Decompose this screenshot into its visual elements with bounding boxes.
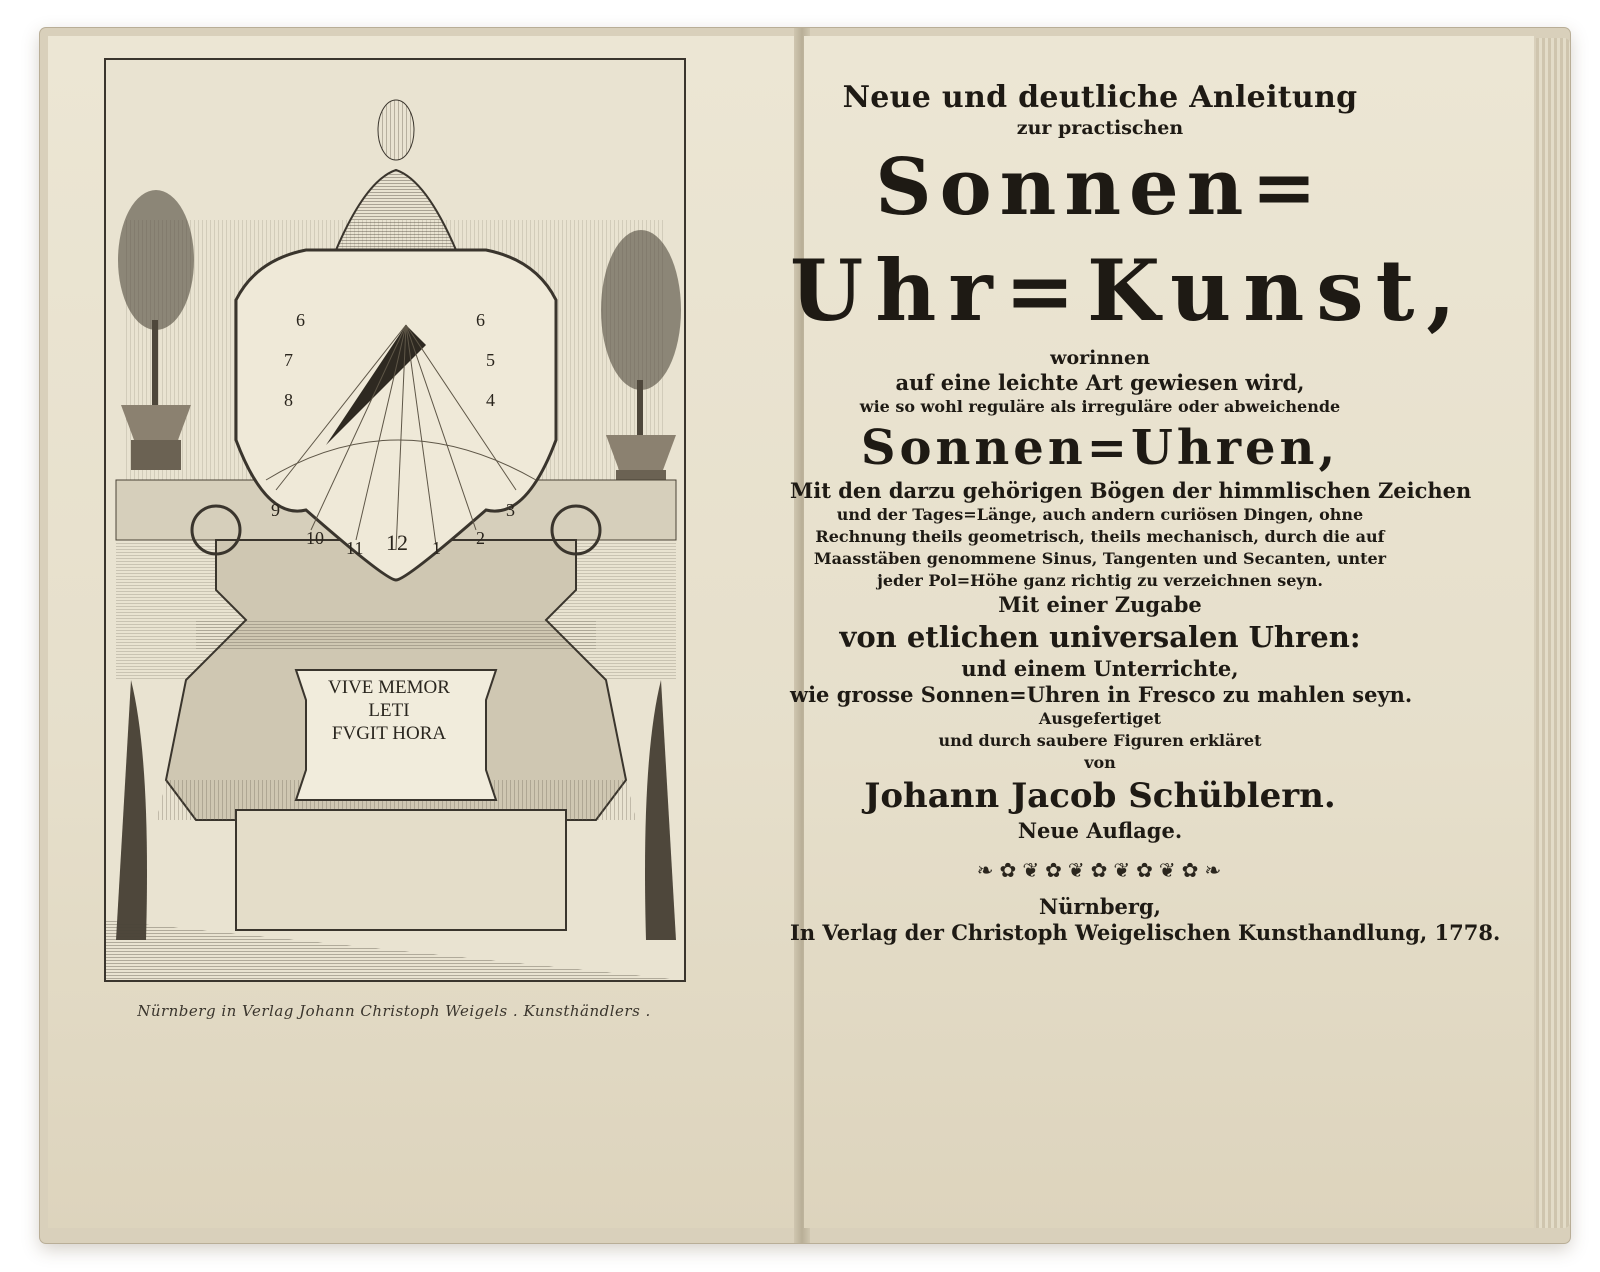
figuren-line: und durch saubere Figuren erkläret: [938, 731, 1262, 750]
title-page-text: [790, 80, 1501, 946]
title-main-2: Uhr=Kunst,: [790, 241, 1468, 340]
ausgefertiget-line: Ausgefertiget: [1038, 709, 1162, 728]
dial-numeral: 8: [284, 390, 293, 410]
dial-numeral: 4: [486, 390, 495, 410]
dial-numeral: 3: [506, 500, 515, 520]
desc-line-3: Rechnung theils geometrisch, theils mechanisch, durch die auf: [815, 527, 1385, 546]
dial-numeral: 7: [284, 350, 293, 370]
ornament-icon: ✿: [1181, 858, 1201, 882]
publisher-caption: Nürnberg in Verlag Johann Christoph Weigels . Kunsthändlers .: [137, 1002, 651, 1020]
zugabe-line: Mit einer Zugabe: [998, 592, 1202, 617]
place-line: Nürnberg,: [1039, 894, 1161, 919]
author-name: Johann Jacob Schüblern.: [864, 776, 1336, 816]
fresco-line: wie grosse Sonnen=Uhren in Fresco zu mahlen seyn.: [790, 682, 1413, 707]
desc-line-2: und der Tages=Länge, auch andern curiösen Dingen, ohne: [836, 505, 1364, 524]
plaque-line: FVGIT HORA: [331, 723, 447, 744]
title-sub: zur practischen: [1016, 117, 1184, 139]
dial-numeral: 10: [306, 528, 324, 548]
dial-numeral: 1: [432, 538, 441, 558]
engraving-plate: [104, 58, 686, 982]
dial-numeral: 6: [476, 310, 485, 330]
ornament-icon: ✿: [999, 858, 1019, 882]
dial-numeral: 12: [386, 530, 408, 555]
desc-line-4: Maasstäben genommene Sinus, Tangenten und Secanten, unter: [813, 549, 1387, 568]
ornament-icon: ❦: [1158, 858, 1178, 882]
desc-line-1: Mit den darzu gehörigen Bögen der himmlischen Zeichen: [790, 478, 1472, 503]
plaque-line: VIVE MEMOR: [328, 677, 450, 698]
von-line: von: [1084, 753, 1116, 772]
title-line-1: auf eine leichte Art gewiesen wird,: [895, 370, 1305, 395]
memento-mori-plaque: [300, 676, 478, 776]
title-line-2: wie so wohl reguläre als irreguläre oder abweichende: [859, 397, 1341, 416]
sonnenuhren-heading: Sonnen=Uhren,: [860, 420, 1340, 476]
dial-numeral: 11: [346, 538, 364, 558]
dial-numeral: 5: [486, 350, 495, 370]
ornament-icon: ❦: [1022, 858, 1042, 882]
ornament-icon: ✿: [1136, 858, 1155, 882]
imprint-line: In Verlag der Christoph Weigelischen Kunsthandlung, 1778.: [790, 920, 1501, 945]
ornament-icon: ❦: [1067, 858, 1087, 882]
dial-numerals: [106, 60, 684, 980]
page-edges: [1536, 38, 1570, 1228]
ornament-icon: ❦: [1113, 858, 1133, 882]
plaque-line: LETI: [368, 700, 410, 721]
ornament-icon: ❧: [1204, 858, 1224, 882]
ornament-icon: ❧: [976, 858, 996, 882]
title-main-1: Sonnen=: [875, 142, 1325, 233]
ornament-icon: ✿: [1045, 858, 1064, 882]
unterricht-line: und einem Unterrichte,: [961, 656, 1239, 681]
edition-line: Neue Auflage.: [1017, 818, 1183, 843]
desc-line-5: jeder Pol=Höhe ganz richtig zu verzeichnen seyn.: [877, 571, 1323, 590]
ornament-divider: [790, 858, 1410, 882]
dial-numeral: 6: [296, 310, 305, 330]
universal-line: von etlichen universalen Uhren:: [839, 620, 1361, 654]
worinnen-line: worinnen: [1050, 347, 1150, 369]
title-heading: Neue und deutliche Anleitung: [842, 80, 1358, 115]
dial-numeral: 2: [476, 528, 485, 548]
dial-numeral: 9: [271, 500, 280, 520]
ornament-icon: ✿: [1090, 858, 1110, 882]
